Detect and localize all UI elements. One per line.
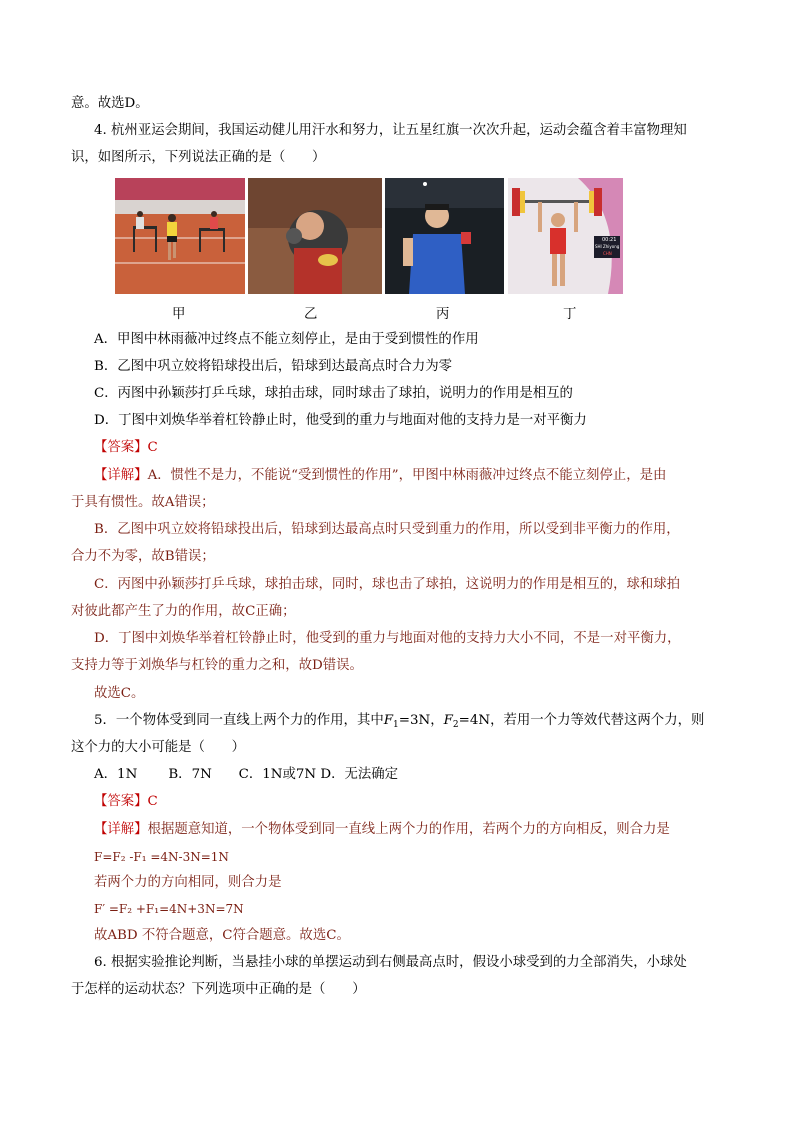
caption-bing: 丙 — [436, 307, 450, 322]
photo-shot-put — [248, 178, 382, 294]
q4-detail-line1 — [94, 467, 666, 485]
q4-stem-line1: 4. 杭州亚运会期间，我国运动健儿用汗水和努力，让五星红旗一次次升起，运动会蕴含着丰富物理知 — [94, 123, 687, 138]
q4-detail-line4: 合力不为零，故B错误； — [71, 549, 215, 564]
photo-hurdles — [115, 178, 245, 294]
q4-detail-text1: A．惯性不是力，不能说“受到惯性的作用”，甲图中林雨薇冲过终点不能立刻停止，是由 — [147, 468, 667, 483]
q4-option-a: A．甲图中林雨薇冲过终点不能立刻停止，是由于受到惯性的作用 — [94, 332, 479, 347]
hurdles-image — [115, 178, 245, 294]
q4-conclusion: 故选C。 — [94, 686, 145, 701]
q5-f2-sub: 2 — [452, 720, 459, 730]
q5-f2-symbol: F — [443, 713, 453, 728]
q5-detail-label: 【详解】 — [94, 822, 148, 837]
scoreboard-time: 00:21 — [602, 237, 617, 243]
caption-ding: 丁 — [563, 307, 577, 322]
caption-jia: 甲 — [172, 307, 186, 322]
q5-detail-text1: 根据题意知道，一个物体受到同一直线上两个力的作用，若两个力的方向相反，则合力是 — [147, 822, 670, 837]
q5-equation1: F=F₂ -F₁ =4N-3N=1N — [94, 850, 229, 864]
q4-detail-line5: C．丙图中孙颖莎打乒乓球，球拍击球，同时，球也击了球拍，这说明力的作用是相互的，球和球拍 — [94, 577, 681, 592]
photo-weightlifting — [508, 178, 623, 294]
shot-put-image — [248, 178, 382, 294]
q4-detail-line3: B．乙图中巩立姣将铅球投出后，铅球到达最高点时只受到重力的作用，所以受到非平衡力的作用， — [94, 522, 680, 537]
q4-detail-line8: 支持力等于刘焕华与杠铃的重力之和，故D错误。 — [71, 658, 363, 673]
q5-stem-pre: 5．一个物体受到同一直线上两个力的作用，其中 — [94, 713, 384, 728]
prev-answer-tail: 意。故选D。 — [71, 96, 149, 111]
q5-answer: 【答案】C — [94, 794, 158, 809]
q4-answer: 【答案】C — [94, 440, 158, 455]
q4-option-b: B．乙图中巩立姣将铅球投出后，铅球到达最高点时合力为零 — [94, 359, 452, 374]
scoreboard-code: CHN — [603, 251, 612, 256]
q4-detail-line6: 对彼此都产生了力的作用，故C正确； — [71, 604, 296, 619]
q5-equation2: F′ =F₂ +F₁=4N+3N=7N — [94, 902, 244, 916]
q6-stem-line2: 于怎样的运动状态？下列选项中正确的是（ ） — [71, 982, 366, 997]
q5-conclusion: 故ABD 不符合题意，C符合题意。故选C。 — [94, 928, 350, 943]
q5-f1-symbol: F — [383, 713, 394, 728]
q5-stem-post: =4N，若用一个力等效代替这两个力，则 — [458, 713, 705, 728]
q5-stem-line2: 这个力的大小可能是（ ） — [71, 740, 246, 755]
q5-detail-line1 — [94, 821, 670, 839]
q4-detail-line7: D．丁图中刘焕华举着杠铃静止时，他受到的重力与地面对他的支持力大小不同，不是一对平衡力， — [94, 631, 681, 646]
q4-option-d: D．丁图中刘焕华举着杠铃静止时，他受到的重力与地面对他的支持力是一对平衡力 — [94, 413, 587, 428]
caption-yi: 乙 — [304, 307, 318, 322]
q4-detail-line2: 于具有惯性。故A错误； — [71, 495, 215, 510]
photo-table-tennis — [385, 178, 504, 294]
weightlifting-image — [508, 178, 623, 294]
q5-detail-line2: 若两个力的方向相同，则合力是 — [94, 875, 282, 890]
q6-stem-line1: 6. 根据实验推论判断，当悬挂小球的单摆运动到右侧最高点时，假设小球受到的力全部消失，小球处 — [94, 955, 687, 970]
table-tennis-image — [385, 178, 504, 294]
q4-detail-label: 【详解】 — [94, 468, 148, 483]
q4-option-c: C．丙图中孙颖莎打乒乓球，球拍击球，同时球击了球拍，说明力的作用是相互的 — [94, 386, 573, 401]
q5-f1-sub: 1 — [393, 720, 399, 730]
q5-options: A．1N B．7N C．1N或7N D．无法确定 — [94, 767, 399, 782]
q5-stem-line1 — [94, 712, 704, 730]
q4-stem-line2: 识，如图所示，下列说法正确的是（ ） — [71, 150, 326, 165]
q5-f1-value: =3N， — [398, 713, 444, 728]
scoreboard-name: SHI Zhiyong — [595, 244, 620, 249]
